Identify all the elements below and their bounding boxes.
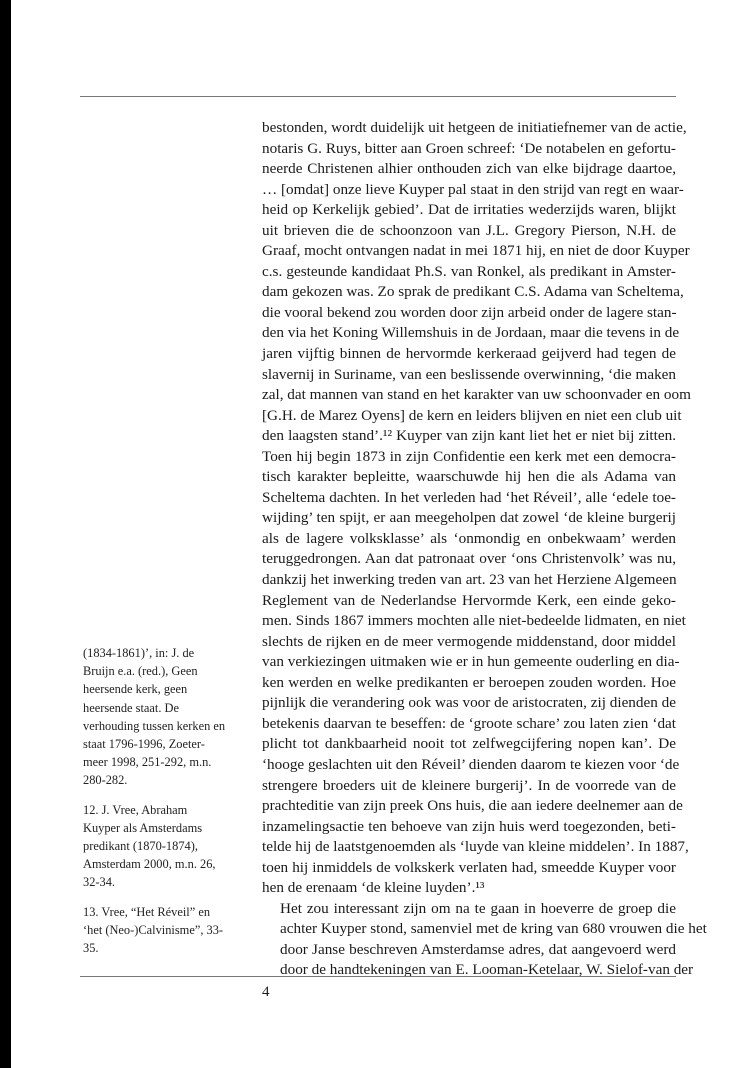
footnote-line: Bruijn e.a. (red.), Geen [83,664,198,679]
footnote-line: staat 1796-1996, Zoeter- [83,737,205,752]
text-line: inzamelingsactie ten behoeve van zijn huis werd toegezonden, beti- [262,817,676,835]
text-line: achter Kuyper stond, samenviel met de kring van 680 vrouwen die het [280,920,707,938]
footnote-line: verhouding tussen kerken en [83,718,226,733]
footnote-line: Kuyper als Amsterdams [83,820,203,835]
text-line: den laagsten stand’.¹² Kuyper van zijn kant liet het er niet bij zitten. [262,427,676,445]
text-line: telde hij de laatstgenoemden als ‘luyde van kleine middelen’. In 1887, [262,838,689,856]
text-line: pijnlijk die verandering ook was voor de aristocraten, zij dienden de [262,694,676,712]
scan-edge-bar [0,0,11,1068]
text-line: die vooral bekend zou worden door zijn arbeid onder de lagere stan- [262,303,677,321]
text-line: wijding’ ten spijt, er aan meegeholpen dat zowel ‘de kleine burgerij [262,509,676,527]
footnote-line: 280-282. [83,773,128,788]
text-line: den via het Koning Willemshuis in de Jordaan, maar die tevens in de [262,324,680,342]
footnote [83,644,253,790]
text-line: ken werden en welke predikanten er beroepen zouden worden. Hoe [262,673,676,691]
text-line: dam gekozen was. Zo sprak de predikant C.S. Adama van Scheltema, [262,283,684,301]
paragraph [262,899,707,981]
text-line: tisch karakter bepleitte, waarschuwde hij hen die als Adama van [262,468,676,486]
text-line: slechts de rijken en de meer vermogende middenstand, door middel [262,632,676,650]
footnote-line: 13. Vree, “Het Réveil” en [83,904,211,919]
page-number: 4 [262,984,270,1000]
footnote-line: heersende staat. De [83,700,179,715]
text-line: bestonden, wordt duidelijk uit hetgeen de initiatiefnemer van de actie, [262,119,687,136]
main-text-column [262,118,707,981]
text-line: zal, dat mannen van stand en het karakter van uw schoonvader en oom [262,386,691,404]
text-line: heid op Kerkelijk gebied’. Dat de irritaties wederzijds waren, blijkt [262,201,676,219]
text-line: plicht tot dankbaarheid nooit tot zelfwegcijfering nopen kan’. De [262,735,676,753]
text-line: neerde Christenen alhier onthouden zich van elke bijdrage daartoe, [262,160,676,178]
footnote-line: meer 1998, 251-292, m.n. [83,755,212,770]
text-line: door de handtekeningen van E. Looman-Ketelaar, W. Sielof-van der [280,961,694,979]
text-line: toen hij inmiddels de volkskerk verlaten had, smeedde Kuyper voor [262,858,676,876]
header-rule [80,96,676,97]
footnote-line: heersende kerk, geen [83,682,188,697]
text-line: slavernij in Suriname, van een beslissende overwinning, ‘die maken [262,365,676,383]
text-line: als de lagere volksklasse’ als ‘onmondig en onbekwaam’ werden [262,529,676,547]
footnote-line: predikant (1870-1874), [83,839,198,854]
footnote-line: ‘het (Neo-)Calvinisme”, 33- [83,922,224,937]
text-line: Het zou interessant zijn om na te gaan in hoeverre de groep die [280,899,676,917]
text-line: strengere broeders uit de kleinere burgerij’. In de voorrede van de [262,776,676,794]
paragraph [262,118,691,899]
footnote-line: 32-34. [83,875,116,890]
footer-rule [80,976,676,977]
text-line: ‘hooge geslachten uit den Réveil’ dienden daarom te kiezen voor ‘de [262,755,680,773]
text-line: notaris G. Ruys, bitter aan Groen schreef: ‘De notabelen en gefortu- [262,139,676,157]
text-line: … [omdat] onze lieve Kuyper pal staat in den strijd van regt en waar- [262,180,684,198]
text-line: Reglement van de Nederlandse Hervormde Kerk, een einde geko- [262,591,676,609]
footnote-line: 35. [83,941,99,956]
text-line: door Janse beschreven Amsterdamse adres, dat aangevoerd werd [280,940,676,958]
text-line: Graaf, mocht ontvangen nadat in mei 1871 hij, en niet de door Kuyper [262,242,690,260]
footnote-line: 12. J. Vree, Abraham [83,802,188,817]
footnotes-column [83,644,253,968]
footnote-line: (1834-1861)’, in: J. de [83,646,195,660]
footnote [83,903,253,958]
text-line: van verkiezingen uitmaken wie er in hun gemeente ouderling en dia- [262,653,680,671]
text-line: hen de erenaam ‘de kleine luyden’.¹³ [262,879,485,897]
text-line: Scheltema dachten. In het verleden had ‘het Réveil’, alle ‘edele toe- [262,488,676,506]
text-line: teruggedrongen. Aan dat patronaat over ‘ons Christenvolk’ was nu, [262,550,676,568]
text-line: c.s. gesteunde kandidaat Ph.S. van Ronkel, als predikant in Amster- [262,262,676,280]
text-line: dankzij het inwerking treden van art. 23 van het Herziene Algemeen [262,571,677,589]
text-line: men. Sinds 1867 immers mochten alle niet-bedeelde lidmaten, en niet [262,612,686,630]
footnote-line: Amsterdam 2000, m.n. 26, [83,857,216,872]
text-line: betekenis daarvan te beseffen: de ‘groote schare’ zou laten zien ‘dat [262,714,676,732]
footnote [83,801,253,892]
text-line: uit brieven die de schoonzoon van J.L. Gregory Pierson, N.H. de [262,221,676,239]
text-line: prachteditie van zijn preek Ons huis, die aan iedere deelnemer aan de [262,797,683,815]
text-line: Toen hij begin 1873 in zijn Confidentie een kerk met een democra- [262,447,676,465]
text-line: jaren vijftig binnen de hervormde kerkeraad geijverd had tegen de [262,345,676,363]
text-line: [G.H. de Marez Oyens] de kern en leiders blijven en niet een club uit [262,406,682,424]
